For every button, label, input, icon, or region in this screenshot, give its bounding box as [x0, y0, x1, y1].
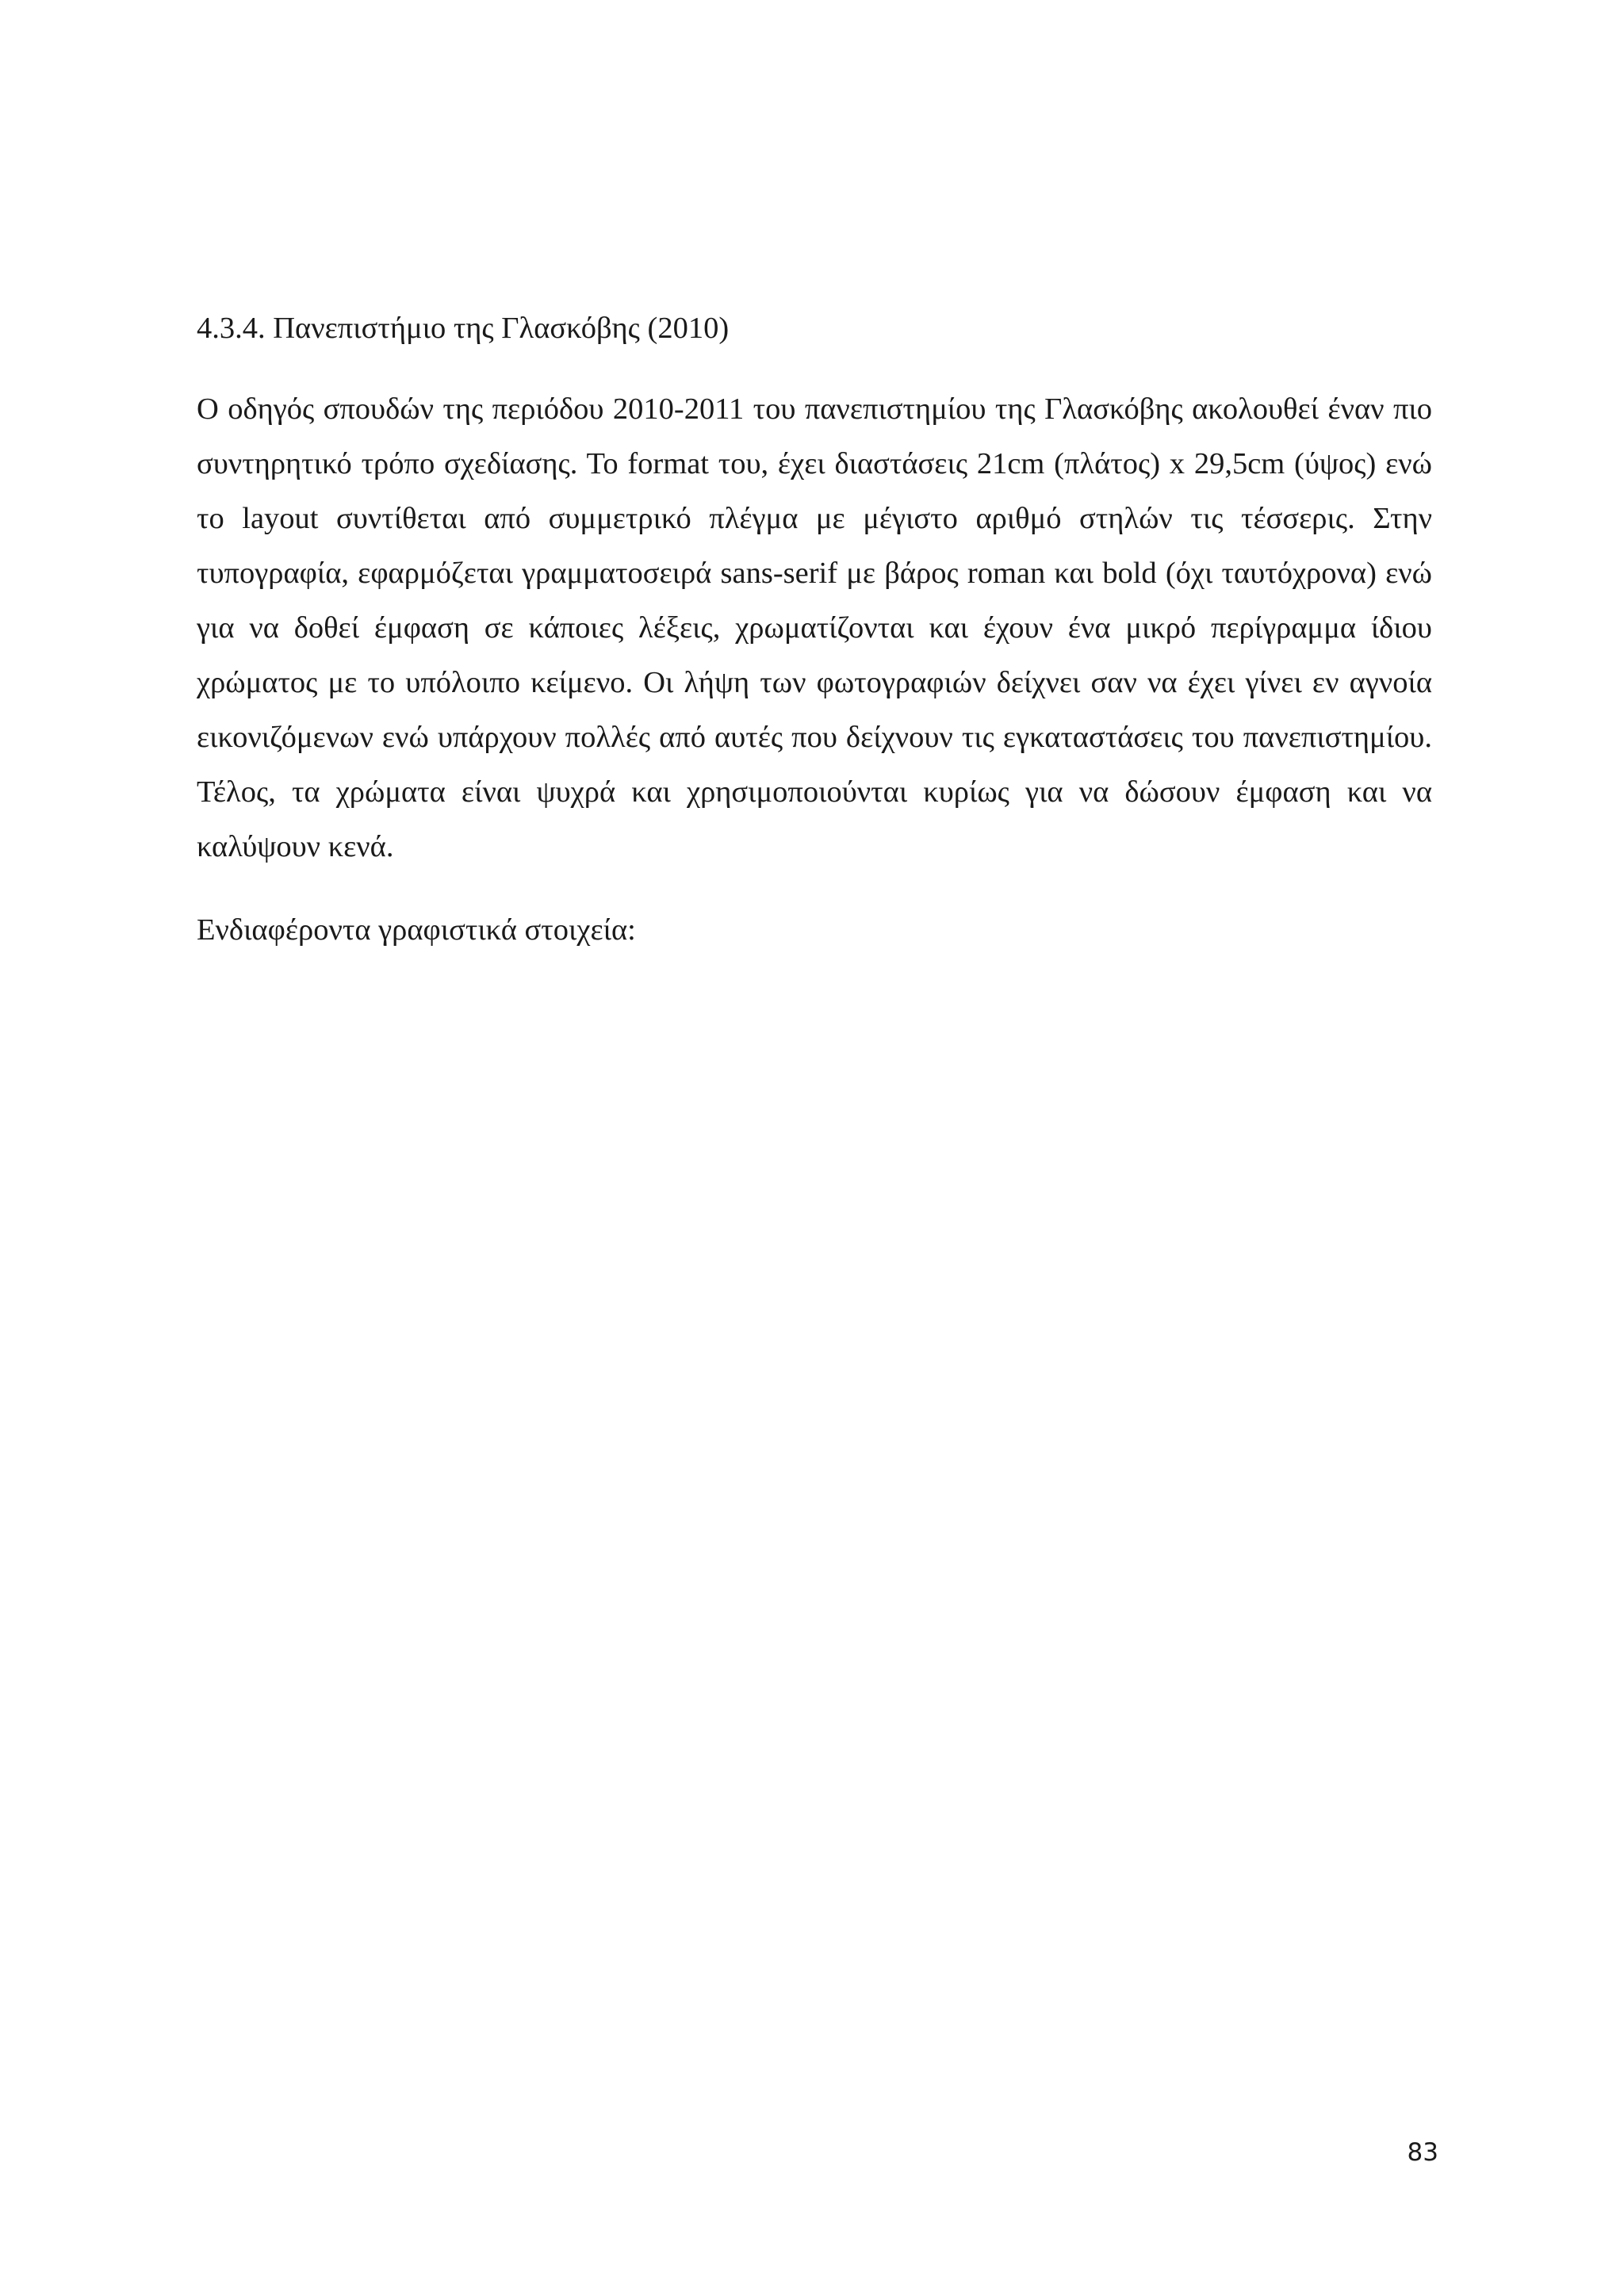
page-content — [197, 308, 1432, 951]
section-heading: 4.3.4. Πανεπιστήμιο της Γλασκόβης (2010) — [197, 312, 730, 345]
page-number: 83 — [1407, 2138, 1438, 2167]
graphic-elements-label: Ενδιαφέροντα γραφιστικά στοιχεία: — [197, 913, 636, 947]
body-paragraph: Ο οδηγός σπουδών της περιόδου 2010-2011 του πανεπιστημίου της Γλασκόβης ακολουθεί έναν πιο συντηρητικό τρόπο σχεδίασης. Το format του, έχει διαστάσεις 21cm (πλάτος) x 29,5cm (ύψος) ενώ το layout συντίθεται από συμμετρικό πλέγμα με μέγιστο αριθμό στηλών τις τέσσερις. Στην τυπογραφία, εφαρμόζεται γραμματοσειρά sans-serif με βάρος roman και bold (όχι ταυτόχρονα) ενώ για να δοθεί έμφαση σε κάποιες λέξεις, χρωματίζονται και έχουν ένα μικρό περίγραμμα ίδιου χρώματος με το υπόλοιπο κείμενο. Οι λήψη των φωτογραφιών δείχνει σαν να έχει γίνει εν αγνοία εικονιζόμενων ενώ υπάρχουν πολλές από αυτές που δείχνουν τις εγκαταστάσεις του πανεπιστημίου. Τέλος, τα χρώματα είναι ψυχρά και χρησιμοποιούνται κυρίως για να δώσουν έμφαση και να καλύψουν κενά. — [197, 392, 1432, 863]
